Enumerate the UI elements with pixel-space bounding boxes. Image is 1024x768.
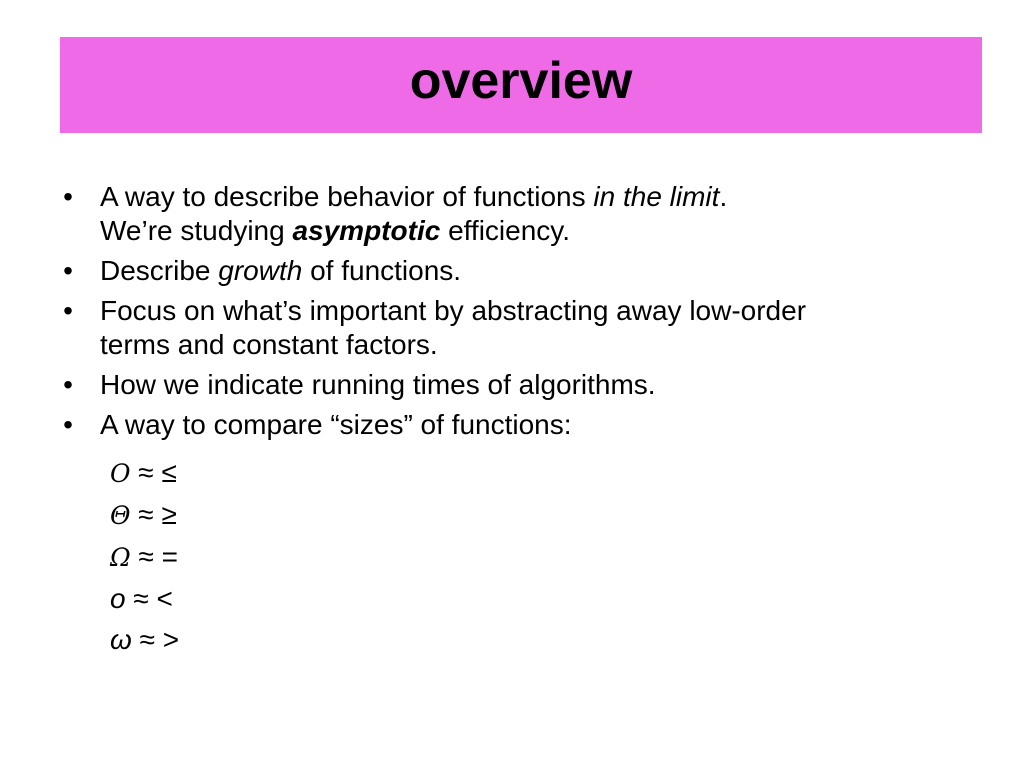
bullet-line: A way to describe behavior of functions in the limit.	[100, 181, 728, 212]
bullet-item-growth	[58, 254, 988, 288]
approx-sign: ≈	[130, 499, 162, 530]
bullet-item-running-times	[58, 368, 988, 402]
bullet-dot: •	[63, 255, 73, 286]
relation-sign: >	[162, 624, 180, 655]
relation-sign: =	[161, 541, 179, 572]
bullet-item-limit	[58, 180, 988, 248]
notation-omega	[110, 536, 179, 578]
notation-little-o	[110, 578, 179, 619]
approx-sign: ≈	[131, 624, 163, 655]
bullet-item-compare	[58, 408, 988, 442]
bullet-dot: •	[63, 409, 73, 440]
bullet-line: Describe growth of functions.	[100, 255, 462, 286]
bullet-list	[58, 180, 988, 448]
bullet-line: A way to compare “sizes” of functions:	[100, 409, 572, 440]
notation-symbol: Ω	[110, 543, 131, 572]
relation-sign: ≤	[161, 457, 177, 488]
bullet-line: Focus on what’s important by abstracting away low-order	[100, 295, 807, 326]
relation-sign: ≥	[161, 499, 177, 530]
bullet-dot: •	[63, 295, 73, 326]
strong-emphasis-text: asymptotic	[292, 215, 441, 246]
notation-theta	[110, 494, 179, 536]
notation-list	[110, 452, 179, 660]
notation-symbol: O	[110, 459, 131, 488]
bullet-line: We’re studying asymptotic efficiency.	[100, 215, 570, 246]
bullet-item-focus	[58, 294, 988, 362]
emphasis-text: in the limit	[593, 181, 720, 212]
emphasis-text: growth	[218, 255, 303, 286]
notation-little-omega	[110, 619, 179, 660]
title-bar	[60, 37, 982, 133]
approx-sign: ≈	[130, 457, 162, 488]
notation-big-o	[110, 452, 179, 494]
bullet-line: How we indicate running times of algorithms.	[100, 369, 656, 400]
bullet-dot: •	[63, 369, 73, 400]
notation-symbol: ω	[110, 624, 132, 655]
notation-symbol: Θ	[110, 501, 131, 530]
relation-sign: <	[156, 583, 173, 614]
notation-symbol: o	[110, 583, 126, 614]
approx-sign: ≈	[130, 541, 162, 572]
bullet-dot: •	[63, 181, 73, 212]
slide-title: overview	[409, 52, 633, 110]
bullet-line: terms and constant factors.	[100, 329, 438, 360]
approx-sign: ≈	[125, 583, 157, 614]
